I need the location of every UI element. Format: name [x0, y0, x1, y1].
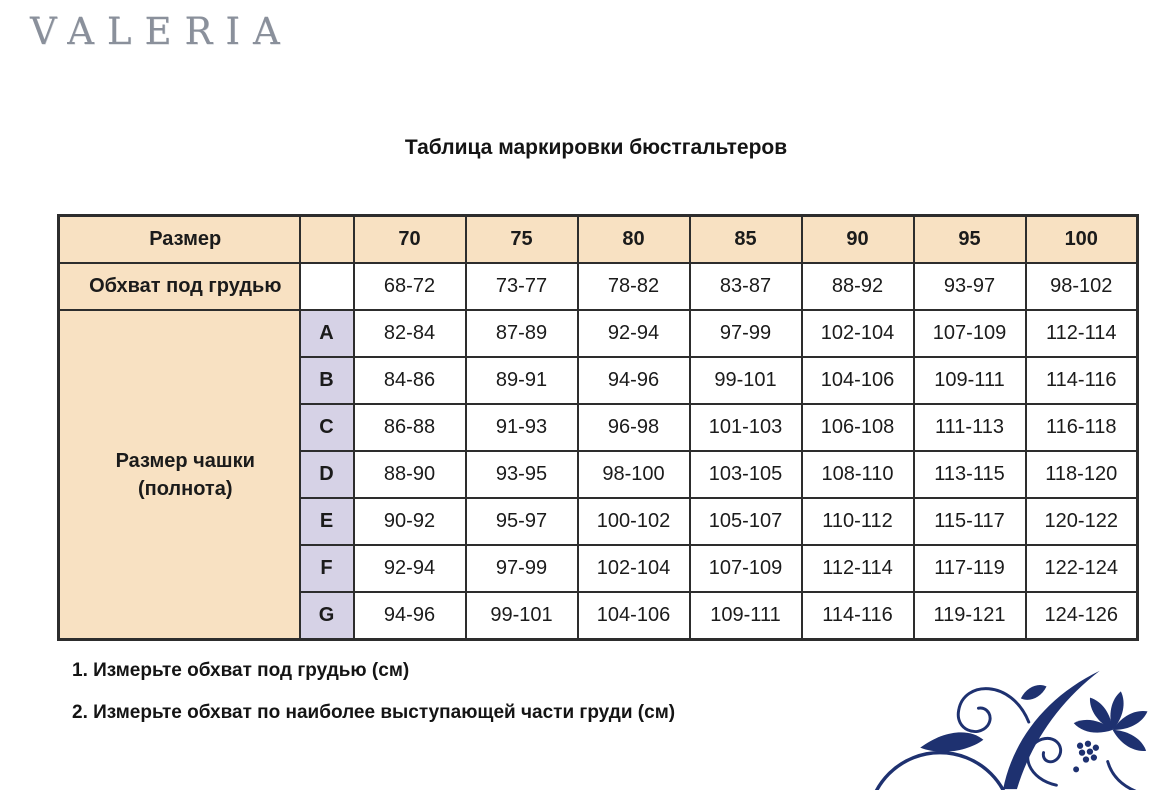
measuring-instructions — [72, 650, 675, 734]
bust-range-cell: 89-91 — [466, 357, 578, 404]
underbust-cell: 73-77 — [466, 263, 578, 310]
bust-range-cell: 109-111 — [690, 592, 802, 640]
bust-range-cell: 113-115 — [914, 451, 1026, 498]
bust-range-cell: 106-108 — [802, 404, 914, 451]
bust-range-cell: 124-126 — [1026, 592, 1138, 640]
bust-range-cell: 120-122 — [1026, 498, 1138, 545]
bust-range-cell: 87-89 — [466, 310, 578, 357]
cup-letter-cell: E — [300, 498, 354, 545]
instruction-step-2: 2. Измерьте обхват по наиболее выступающей части груди (см) — [72, 702, 676, 723]
instruction-step-1: 1. Измерьте обхват под грудью (см) — [72, 660, 410, 681]
cup-size-label-line1: Размер чашки — [115, 449, 255, 472]
bust-range-cell: 114-116 — [802, 592, 914, 640]
cup-row-A — [59, 310, 1138, 357]
bust-range-cell: 94-96 — [354, 592, 466, 640]
bust-range-cell: 119-121 — [914, 592, 1026, 640]
underbust-row — [59, 263, 1138, 310]
bust-range-cell: 102-104 — [802, 310, 914, 357]
cup-letter-cell: G — [300, 592, 354, 640]
bust-range-cell: 97-99 — [690, 310, 802, 357]
bust-range-cell: 86-88 — [354, 404, 466, 451]
bust-range-cell: 118-120 — [1026, 451, 1138, 498]
size-header-cell: 100 — [1026, 216, 1138, 264]
bust-range-cell: 112-114 — [1026, 310, 1138, 357]
bust-range-cell: 109-111 — [914, 357, 1026, 404]
size-header-cell: 75 — [466, 216, 578, 264]
bust-range-cell: 115-117 — [914, 498, 1026, 545]
cup-letter-cell: B — [300, 357, 354, 404]
empty-cell — [300, 263, 354, 310]
bust-range-cell: 98-100 — [578, 451, 690, 498]
bust-range-cell: 112-114 — [802, 545, 914, 592]
bust-range-cell: 107-109 — [690, 545, 802, 592]
floral-ornament — [863, 658, 1159, 790]
bust-range-cell: 110-112 — [802, 498, 914, 545]
bust-range-cell: 105-107 — [690, 498, 802, 545]
bust-range-cell: 101-103 — [690, 404, 802, 451]
bust-range-cell: 99-101 — [690, 357, 802, 404]
size-header-cell: 90 — [802, 216, 914, 264]
size-row-label: Размер — [59, 216, 300, 264]
bust-range-cell: 84-86 — [354, 357, 466, 404]
bust-range-cell: 111-113 — [914, 404, 1026, 451]
underbust-row-label: Обхват под грудью — [59, 263, 300, 310]
brand-logo: VALERIA — [30, 10, 293, 53]
bust-range-cell: 94-96 — [578, 357, 690, 404]
bust-range-cell: 82-84 — [354, 310, 466, 357]
bust-range-cell: 97-99 — [466, 545, 578, 592]
underbust-cell: 68-72 — [354, 263, 466, 310]
size-header-cell: 70 — [354, 216, 466, 264]
bra-size-chart — [57, 214, 1139, 641]
cup-letter-cell: A — [300, 310, 354, 357]
cup-letter-cell: C — [300, 404, 354, 451]
underbust-cell: 98-102 — [1026, 263, 1138, 310]
cup-size-label-line2: (полнота) — [137, 477, 233, 500]
bust-range-cell: 114-116 — [1026, 357, 1138, 404]
bust-range-cell: 95-97 — [466, 498, 578, 545]
size-header-cell: 85 — [690, 216, 802, 264]
bust-range-cell: 104-106 — [578, 592, 690, 640]
underbust-cell: 83-87 — [690, 263, 802, 310]
bust-range-cell: 102-104 — [578, 545, 690, 592]
underbust-cell: 88-92 — [802, 263, 914, 310]
bust-range-cell: 93-95 — [466, 451, 578, 498]
underbust-cell: 93-97 — [914, 263, 1026, 310]
bust-range-cell: 88-90 — [354, 451, 466, 498]
bust-range-cell: 92-94 — [578, 310, 690, 357]
size-header-cell: 95 — [914, 216, 1026, 264]
underbust-cell: 78-82 — [578, 263, 690, 310]
bust-range-cell: 108-110 — [802, 451, 914, 498]
bust-range-cell: 92-94 — [354, 545, 466, 592]
page-title: Таблица маркировки бюстгальтеров — [404, 136, 788, 159]
cup-size-label-cell — [59, 310, 300, 640]
corner-empty-cell — [300, 216, 354, 264]
bust-range-cell: 91-93 — [466, 404, 578, 451]
bust-range-cell: 90-92 — [354, 498, 466, 545]
bust-range-cell: 96-98 — [578, 404, 690, 451]
cup-letter-cell: F — [300, 545, 354, 592]
bust-range-cell: 107-109 — [914, 310, 1026, 357]
bust-range-cell: 104-106 — [802, 357, 914, 404]
bust-range-cell: 103-105 — [690, 451, 802, 498]
bust-range-cell: 100-102 — [578, 498, 690, 545]
size-header-cell: 80 — [578, 216, 690, 264]
bust-range-cell: 122-124 — [1026, 545, 1138, 592]
bust-range-cell: 116-118 — [1026, 404, 1138, 451]
bust-range-cell: 117-119 — [914, 545, 1026, 592]
cup-letter-cell: D — [300, 451, 354, 498]
size-header-row — [59, 216, 1138, 264]
bust-range-cell: 99-101 — [466, 592, 578, 640]
